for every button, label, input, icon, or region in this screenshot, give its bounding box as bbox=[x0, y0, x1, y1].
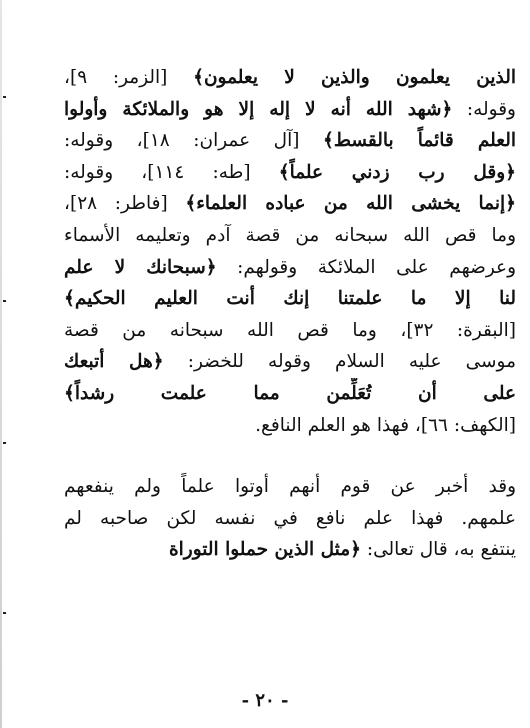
text-line bbox=[64, 62, 516, 94]
text-line bbox=[64, 125, 516, 157]
text-segment: علمهم. فهذا علم نافع في نفسه لكن صاحبه لم bbox=[64, 507, 516, 529]
quoted-verse-segment: ﴿شهد الله أنه لا إله إلا هو والملائكة وأولوا bbox=[64, 98, 453, 120]
page-edge bbox=[0, 0, 2, 728]
text-segment: وعرضهم على الملائكة وقولهم: bbox=[216, 256, 516, 278]
text-segment: وقوله: bbox=[452, 98, 516, 120]
text-line bbox=[64, 346, 516, 378]
text-line bbox=[64, 188, 516, 220]
text-segment: [الزمر: ٩]، bbox=[64, 67, 194, 88]
quoted-verse-segment: ﴿إنما يخشى الله من عباده العلماء﴾ bbox=[185, 193, 516, 215]
quoted-verse-segment: ﴿هل أتبعك bbox=[64, 351, 164, 373]
text-segment: [الكهف: ٦٦]، فهذا هو العلم النافع. bbox=[255, 414, 516, 436]
paragraph-2 bbox=[64, 471, 516, 566]
text-line bbox=[64, 503, 516, 535]
text-line bbox=[64, 534, 516, 566]
margin-mark bbox=[3, 612, 6, 614]
quoted-verse-segment: الذين يعلمون والذين لا يعلمون﴾ bbox=[193, 67, 516, 88]
text-segment: [فاطر: ٢٨]، bbox=[64, 193, 186, 215]
margin-mark bbox=[3, 96, 6, 98]
margin-mark bbox=[3, 300, 6, 302]
text-segment: موسى عليه السلام وقوله للخضر: bbox=[163, 351, 516, 373]
quoted-verse-segment: ﴿سبحانك لا علم bbox=[64, 256, 217, 278]
text-segment: وما قص الله سبحانه من قصة آدم وتعليمه الأسماء bbox=[64, 224, 516, 246]
quoted-verse-segment: لنا إلا ما علمتنا إنك أنت العليم الحكيم﴾ bbox=[64, 288, 516, 310]
text-line bbox=[64, 378, 516, 410]
text-line bbox=[64, 471, 516, 503]
quoted-verse-segment: على أن تُعَلِّمن مما علمت رشداً﴾ bbox=[64, 382, 516, 404]
text-segment: [آل عمران: ١٨]، وقوله: bbox=[64, 130, 324, 152]
text-segment: وقد أخبر عن قوم أنهم أوتوا علماً ولم ينفعهم bbox=[64, 476, 516, 498]
text-line bbox=[64, 220, 516, 252]
text-line bbox=[64, 283, 516, 315]
text-line bbox=[64, 410, 516, 442]
text-line bbox=[64, 315, 516, 347]
text-segment: ينتفع به، قال تعالى: bbox=[360, 539, 516, 561]
quoted-verse-segment: ﴿وقل رب زدني علماً﴾ bbox=[278, 161, 516, 183]
quoted-verse-segment: ﴿مثل الذين حملوا التوراة bbox=[168, 539, 361, 561]
page-number: - ٢٠ - bbox=[241, 690, 289, 711]
quoted-verse-segment: العلم قائماً بالقسط﴾ bbox=[323, 130, 516, 152]
text-segment: [طه: ١١٤]، وقوله: bbox=[64, 161, 279, 183]
text-segment: [البقرة: ٣٢]، وما قص الله سبحانه من قصة bbox=[64, 319, 516, 341]
text-line bbox=[64, 94, 516, 126]
paragraph-1 bbox=[64, 62, 516, 441]
text-line bbox=[64, 252, 516, 284]
page-body bbox=[64, 62, 516, 566]
paragraph-gap bbox=[64, 441, 516, 471]
margin-mark bbox=[3, 442, 6, 444]
text-line bbox=[64, 157, 516, 189]
